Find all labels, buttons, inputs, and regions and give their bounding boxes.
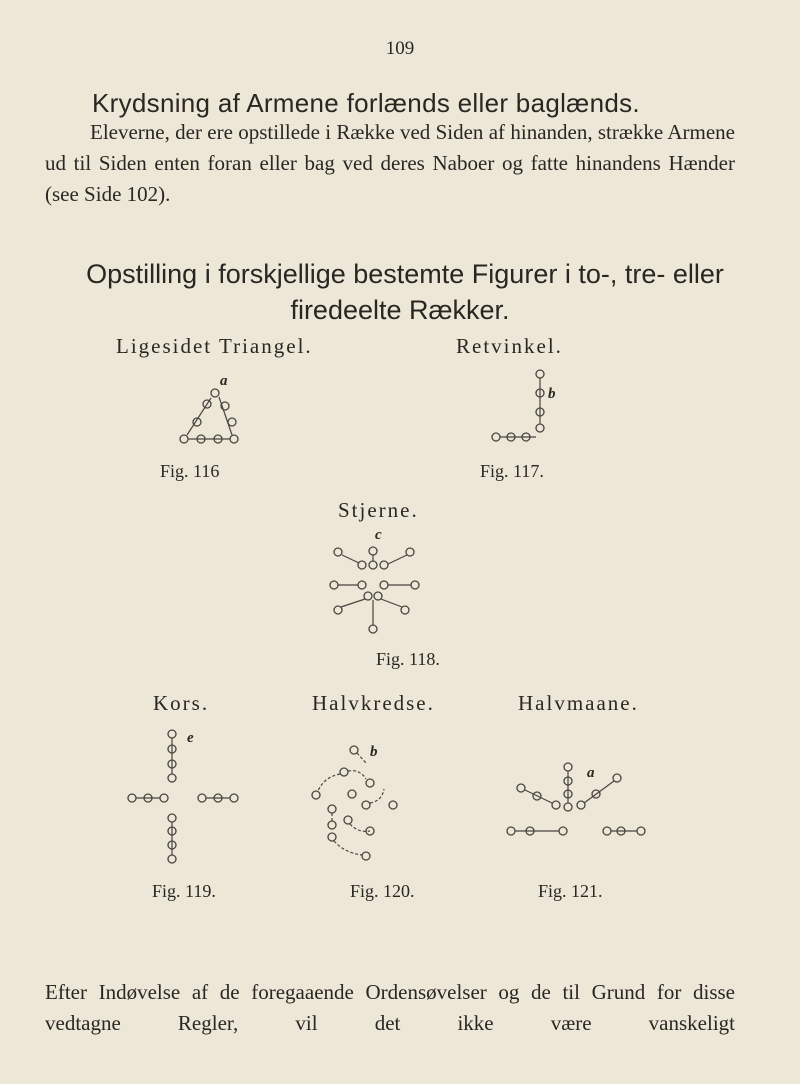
position-marker — [230, 794, 238, 802]
heading-line-2: firedeelte Rækker. — [290, 295, 510, 325]
heading-figures — [0, 256, 800, 328]
position-marker — [328, 833, 336, 841]
position-marker — [603, 827, 611, 835]
heading-line-1: Opstilling i forskjellige bestemte Figurer i to-, tre- eller — [86, 259, 724, 289]
position-marker — [389, 801, 397, 809]
right-angle-letter: b — [548, 386, 556, 402]
position-marker — [517, 784, 525, 792]
triangle-letter: a — [220, 373, 228, 389]
position-marker — [536, 370, 544, 378]
star-figure-diagram — [320, 524, 460, 639]
triangle-figure-diagram — [160, 370, 290, 450]
position-marker — [380, 581, 388, 589]
position-marker — [362, 852, 370, 860]
right-angle-label: Retvinkel. — [456, 334, 563, 358]
position-marker — [334, 606, 342, 614]
position-marker — [334, 548, 342, 556]
crescent-figure-diagram — [495, 725, 675, 875]
crescent-letter: a — [587, 765, 595, 781]
position-marker — [374, 592, 382, 600]
position-marker — [564, 803, 572, 811]
connector-line — [357, 753, 366, 763]
caption-fig-116: Fig. 116 — [160, 461, 220, 481]
star-label: Stjerne. — [338, 498, 419, 522]
position-marker — [552, 801, 560, 809]
position-marker — [369, 561, 377, 569]
position-marker — [369, 625, 377, 633]
position-marker — [411, 581, 419, 589]
caption-fig-118: Fig. 118. — [376, 649, 440, 669]
connector-line — [388, 555, 407, 564]
connector-line — [219, 397, 232, 435]
star-letter: c — [375, 527, 382, 543]
triangle-label: Ligesidet Triangel. — [116, 334, 313, 358]
position-marker — [312, 791, 320, 799]
position-marker — [230, 435, 238, 443]
caption-fig-120: Fig. 120. — [350, 881, 415, 901]
caption-fig-121: Fig. 121. — [538, 881, 603, 901]
position-marker — [328, 821, 336, 829]
position-marker — [358, 561, 366, 569]
position-marker — [168, 774, 176, 782]
position-marker — [492, 433, 500, 441]
position-marker — [350, 746, 358, 754]
position-marker — [344, 816, 352, 824]
position-marker — [168, 855, 176, 863]
position-marker — [128, 794, 136, 802]
position-marker — [577, 801, 585, 809]
position-marker — [366, 779, 374, 787]
position-marker — [198, 794, 206, 802]
connector-line — [348, 771, 366, 779]
position-marker — [180, 435, 188, 443]
connector-line — [187, 398, 211, 435]
crescent-label: Halvmaane. — [518, 691, 639, 715]
connector-line — [318, 774, 340, 791]
position-marker — [362, 801, 370, 809]
semicircle-figure-diagram — [300, 725, 460, 875]
right-angle-figure-diagram — [490, 365, 590, 445]
cross-label: Kors. — [153, 691, 210, 715]
page-number: 109 — [385, 38, 415, 59]
position-marker — [380, 561, 388, 569]
position-marker — [160, 794, 168, 802]
connector-line — [342, 555, 359, 563]
position-marker — [168, 730, 176, 738]
position-marker — [228, 418, 236, 426]
position-marker — [564, 763, 572, 771]
position-marker — [364, 592, 372, 600]
caption-fig-117: Fig. 117. — [480, 461, 544, 481]
semicircle-label: Halvkredse. — [312, 691, 435, 715]
connector-line — [381, 599, 402, 607]
position-marker — [559, 827, 567, 835]
position-marker — [330, 581, 338, 589]
position-marker — [369, 547, 377, 555]
position-marker — [613, 774, 621, 782]
section-title: Krydsning af Armene forlænds eller baglænds. — [92, 88, 640, 118]
position-marker — [637, 827, 645, 835]
connector-line — [584, 781, 614, 803]
semicircle-letter: b — [370, 744, 378, 760]
position-marker — [348, 790, 356, 798]
cross-letter: e — [187, 730, 194, 746]
connector-line — [334, 841, 362, 855]
position-marker — [168, 814, 176, 822]
position-marker — [340, 768, 348, 776]
paragraph-1: Eleverne, der ere opstillede i Række ved Siden af hinanden, strække Armene ud til Siden enten foran eller bag ved deres Naboer og fatte hinandens Hænder (see Side 102). — [45, 120, 735, 206]
position-marker — [401, 606, 409, 614]
position-marker — [536, 424, 544, 432]
cross-figure-diagram — [120, 725, 280, 840]
paragraph-2: Efter Indøvelse af de foregaaende Ordensøvelser og de til Grund for disse vedtagne Regler, vil det ikke være vanskeligt — [45, 980, 735, 1035]
position-marker — [211, 389, 219, 397]
caption-fig-119: Fig. 119. — [152, 881, 216, 901]
position-marker — [328, 805, 336, 813]
connector-line — [341, 599, 365, 607]
position-marker — [406, 548, 414, 556]
connector-line — [370, 789, 384, 803]
position-marker — [358, 581, 366, 589]
position-marker — [507, 827, 515, 835]
